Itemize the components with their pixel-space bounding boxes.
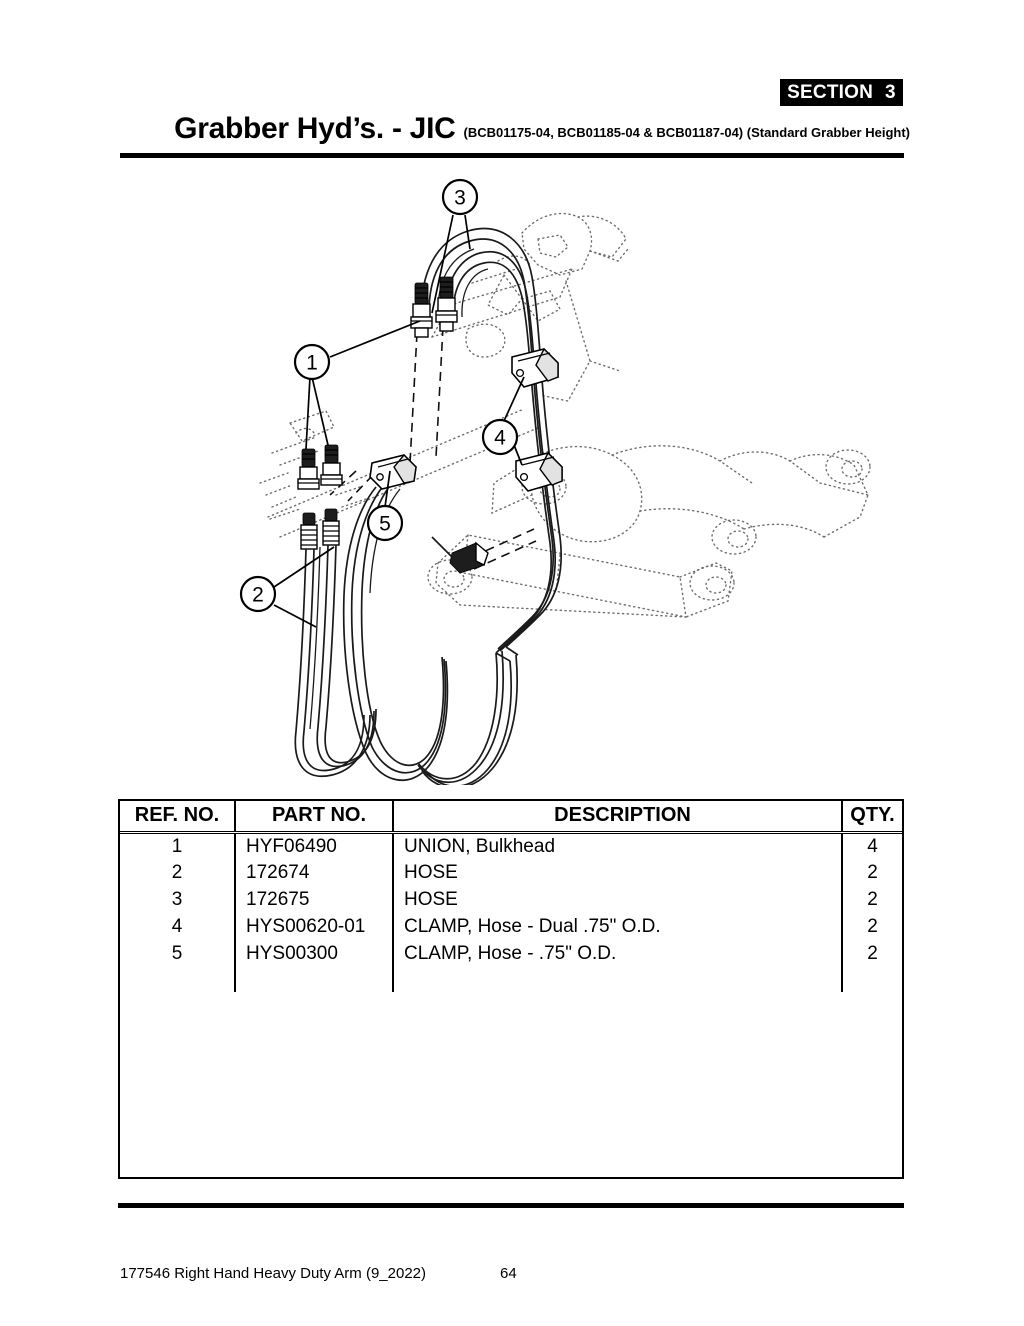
cell-ref: 1 <box>120 833 235 860</box>
cell-ref: 5 <box>120 941 235 968</box>
hose-clamp-dual-lower <box>516 453 562 491</box>
table-empty-filler <box>120 968 902 992</box>
filler-part <box>235 968 393 992</box>
callout-4 <box>483 420 517 454</box>
hose-assembly-upper <box>421 229 560 543</box>
page-footer <box>120 1265 904 1287</box>
cell-qty: 4 <box>867 835 878 857</box>
cell-qty: 2 <box>867 916 878 937</box>
filler-description <box>393 968 842 992</box>
table-header-row <box>120 801 902 833</box>
hose-lower-run <box>496 537 561 661</box>
cell-ref: 2 <box>120 860 235 887</box>
page-title-subtitle: (BCB01175-04, BCB01185-04 & BCB01187-04) (Standard Grabber Height) <box>463 125 910 140</box>
cell-qty: 2 <box>867 943 878 964</box>
callout-1-label: 1 <box>306 351 318 375</box>
filler-qty <box>842 968 902 992</box>
table-row <box>120 887 902 914</box>
table-row <box>120 860 902 887</box>
callout-5-label: 5 <box>379 512 391 536</box>
hose-clamp-dual-upper <box>512 349 558 387</box>
cell-qty: 2 <box>867 862 878 883</box>
section-badge <box>780 79 903 106</box>
callout-3 <box>443 180 477 214</box>
section-label: SECTION <box>787 81 874 103</box>
cell-description: CLAMP, Hose - .75" O.D. <box>393 941 842 968</box>
cell-description: HOSE <box>393 860 842 887</box>
cell-qty: 2 <box>867 889 878 910</box>
assembly-diagram <box>120 165 904 785</box>
column-header-part: PART NO. <box>235 801 393 833</box>
callout-5 <box>368 506 402 540</box>
column-header-qty: QTY. <box>842 801 902 833</box>
callout-leader-lines <box>274 215 524 627</box>
table-row <box>120 833 902 860</box>
cell-part: 172675 <box>235 887 393 914</box>
filler-ref <box>120 968 235 992</box>
page-title-main: Grabber Hyd’s. - JIC <box>174 112 456 145</box>
cell-part: HYS00620-01 <box>235 914 393 941</box>
cell-part: 172674 <box>235 860 393 887</box>
cell-ref: 4 <box>120 914 235 941</box>
section-number: 3 <box>885 81 896 103</box>
callout-3-label: 3 <box>454 186 466 210</box>
header-divider <box>120 153 904 158</box>
column-header-ref: REF. NO. <box>120 801 235 833</box>
callout-2 <box>241 577 275 611</box>
footer-page-number: 64 <box>500 1265 517 1282</box>
callout-2-label: 2 <box>252 583 264 607</box>
footer-divider <box>118 1203 904 1208</box>
cell-description: HOSE <box>393 887 842 914</box>
bulkhead-union-lower <box>298 445 342 549</box>
callout-4-label: 4 <box>494 426 506 450</box>
callout-1 <box>295 345 329 379</box>
page-title <box>120 112 910 148</box>
cell-description: UNION, Bulkhead <box>393 833 842 860</box>
cell-description: CLAMP, Hose - Dual .75" O.D. <box>393 914 842 941</box>
cell-part: HYF06490 <box>235 833 393 860</box>
cell-ref: 3 <box>120 887 235 914</box>
cell-part: HYS00300 <box>235 941 393 968</box>
parts-table <box>118 799 904 1179</box>
table-row <box>120 914 902 941</box>
column-header-description: DESCRIPTION <box>393 801 842 833</box>
footer-document-id: 177546 Right Hand Heavy Duty Arm (9_2022) <box>120 1265 427 1282</box>
hose-clamp-single <box>370 455 416 489</box>
table-row <box>120 941 902 968</box>
phantom-grabber-structure <box>260 214 870 617</box>
